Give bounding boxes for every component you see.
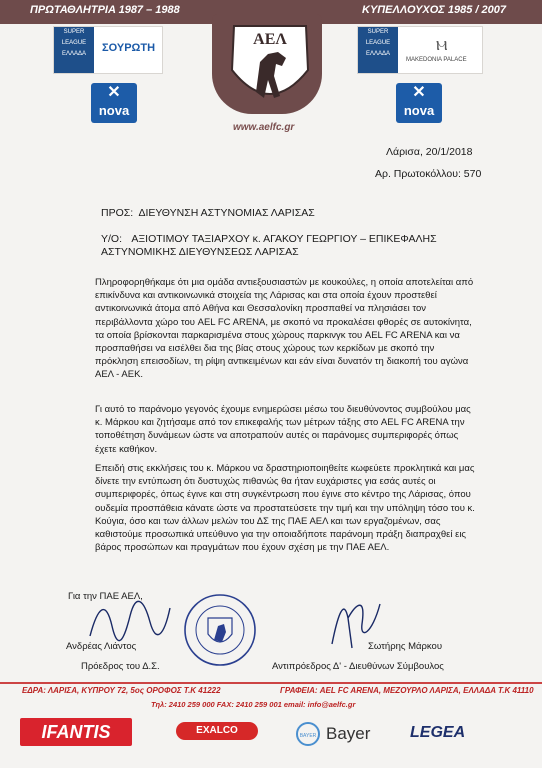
right-signatory-title: Αντιπρόεδρος Δ' - Διευθύνων Σύμβουλος (272, 661, 444, 672)
cup-text: ΚΥΠΕΛΛΟΥΧΟΣ 1985 / 2007 (362, 4, 506, 16)
signature-left-scrawl (84, 596, 174, 642)
legea-logo: LEGEA (410, 724, 466, 741)
championship-text: ΠΡΩΤΑΘΛΗΤΡΙΑ 1987 – 1988 (30, 4, 180, 16)
sponsor-box-right (357, 26, 483, 74)
makedonia-palace-logo: MAKEDONIA PALACE (406, 57, 467, 63)
crest-text: ΑΕΛ (253, 31, 287, 48)
attention-line (101, 233, 481, 259)
nova-logo-left: ✕ nova (91, 83, 137, 123)
super-league-logo-right: SUPER LEAGUE ΕΛΛΑΔΑ (358, 27, 398, 73)
paragraph-3: Επειδή στις εκκλήσεις του κ. Μάρκου να δραστηριοποιηθείτε κωφεύετε προκλητικά και μας δίνετε την εντύπωση ότι δυστυχώς πιθανώς θα ήταν ευχάριστες για εσάς αυτές οι συμπεριφορές, όπως έγινε και στη συγκέντρωση που έγινε στο κέντρο της Λάρισας, όπου ουδεμία προσπάθεια κάνατε ώστε να προστατεύσετε την τιμή και την υπόληψη τόσο του κ. Κούγια, όσο και των άλλων μελών του ΔΣ της ΠΑΕ ΑΕΛ και των εργαζομένων, σας καθιστούμε προσωπικά υπεύθυνο για την οποιαδήποτε παράνομη πράξη διαπραχθεί εις βάρος προσώπων και πραγμάτων που έχουν σχέση με την ΠΑΕ ΑΕΛ. (95, 463, 475, 554)
footer-offices: ΓΡΑΦΕΙΑ: AEL FC ARENA, ΜΕΖΟΥΡΛΟ ΛΑΡΙΣΑ, ΕΛΛΑΔΑ Τ.Κ 41110 (280, 686, 534, 695)
attn-label: Υ/Ο: (101, 233, 123, 245)
exalco-logo: EXALCO (176, 722, 258, 740)
footer-divider (0, 682, 542, 684)
footer-contact: Τηλ: 2410 259 000 FAX: 2410 259 001 email: info@aelfc.gr (151, 700, 356, 709)
footer-address: ΕΔΡΑ: ΛΑΡΙΣΑ, ΚΥΠΡΟΥ 72, 5ος ΟΡΟΦΟΣ Τ.Κ 41222 (22, 686, 221, 695)
to-value: ΔΙΕΥΘΥΝΣΗ ΑΣΤΥΝΟΜΙΑΣ ΛΑΡΙΣΑΣ (138, 207, 315, 219)
makedonia-palace-icon: Ⲙ (436, 37, 448, 53)
recipient-line (101, 207, 315, 219)
bayer-cross-icon: BAYER (296, 722, 320, 746)
bayer-logo: Bayer (326, 724, 371, 743)
super-league-logo: SUPER LEAGUE ΕΛΛΑΔΑ (54, 27, 94, 73)
signature-for-label: Για την ΠΑΕ ΑΕΛ, (68, 591, 143, 602)
ael-crest-logo (216, 14, 324, 118)
left-signatory-name: Ανδρέας Λιάντος (66, 641, 137, 652)
sourwti-logo: ΣΟΥΡΩΤΗ (102, 42, 156, 54)
website-text: www.aelfc.gr (233, 122, 295, 133)
attn-value: ΑΞΙΟΤΙΜΟΥ ΤΑΞΙΑΡΧΟΥ κ. ΑΓΑΚΟΥ ΓΕΩΡΓΙΟΥ – ΕΠΙΚΕΦΑΛΗΣ ΑΣΤΥΝΟΜΙΚΗΣ ΔΙΕΥΘΥΝΣΕΩΣ ΛΑΡΙΣΑΣ (101, 233, 437, 258)
paragraph-1: Πληροφορηθήκαμε ότι μια ομάδα αντιεξουσιαστών με κουκούλες, η οποία αποτελείται από επικίνδυνα και αντικοινωνικά στοιχεία της Λάρισας και στα οποία έχουν προστεθεί αντικοινωνικά άτομα από Αθήνα και Θεσσαλονίκη προσπαθεί να πλησιάσει τον περιβάλλοντα χώρο του AEL FC ARENA, με σκοπό να προκαλέσει φθορές σε αυτοκίνητα, τα οποία βρίσκονται παρκαρισμένα στους χώρους παρκινγκ του AEL FC ARENA και να προσπαθήσει να εισέλθει δια της βίας στους χώρους των κερκίδων με σκοπό την πρόκληση επεισοδίων, τη ρίψη αντικειμένων και εάν είναι δυνατόν τη διακοπή του αγώνα ΑΕΛ - ΑΕΚ. (95, 277, 474, 381)
protocol-number: Αρ. Πρωτοκόλλου: 570 (375, 168, 482, 180)
ifantis-logo: IFANTIS (20, 718, 132, 746)
to-label: ΠΡΟΣ: (101, 207, 134, 219)
sponsor-box-left (53, 26, 163, 74)
letter-date: Λάρισα, 20/1/2018 (386, 146, 473, 158)
right-signatory-name: Σωτήρης Μάρκου (368, 641, 443, 652)
official-stamp (180, 592, 260, 668)
nova-logo-right: ✕ nova (396, 83, 442, 123)
paragraph-2: Γι αυτό το παράνομο γεγονός έχουμε ενημερώσει μέσω του διευθύνοντος συμβούλου μας κ. Μάρκου και ζητήσαμε από τον επικεφαλής των μέτρων τάξης στο AEL FC ARENA την τοποθέτηση δυνάμεων ώστε να αποτραπούν αυτές οι παράνομες συμπεριφορές όπως έχετε καθήκον. (95, 404, 471, 455)
left-signatory-title: Πρόεδρος του Δ.Σ. (81, 661, 160, 672)
